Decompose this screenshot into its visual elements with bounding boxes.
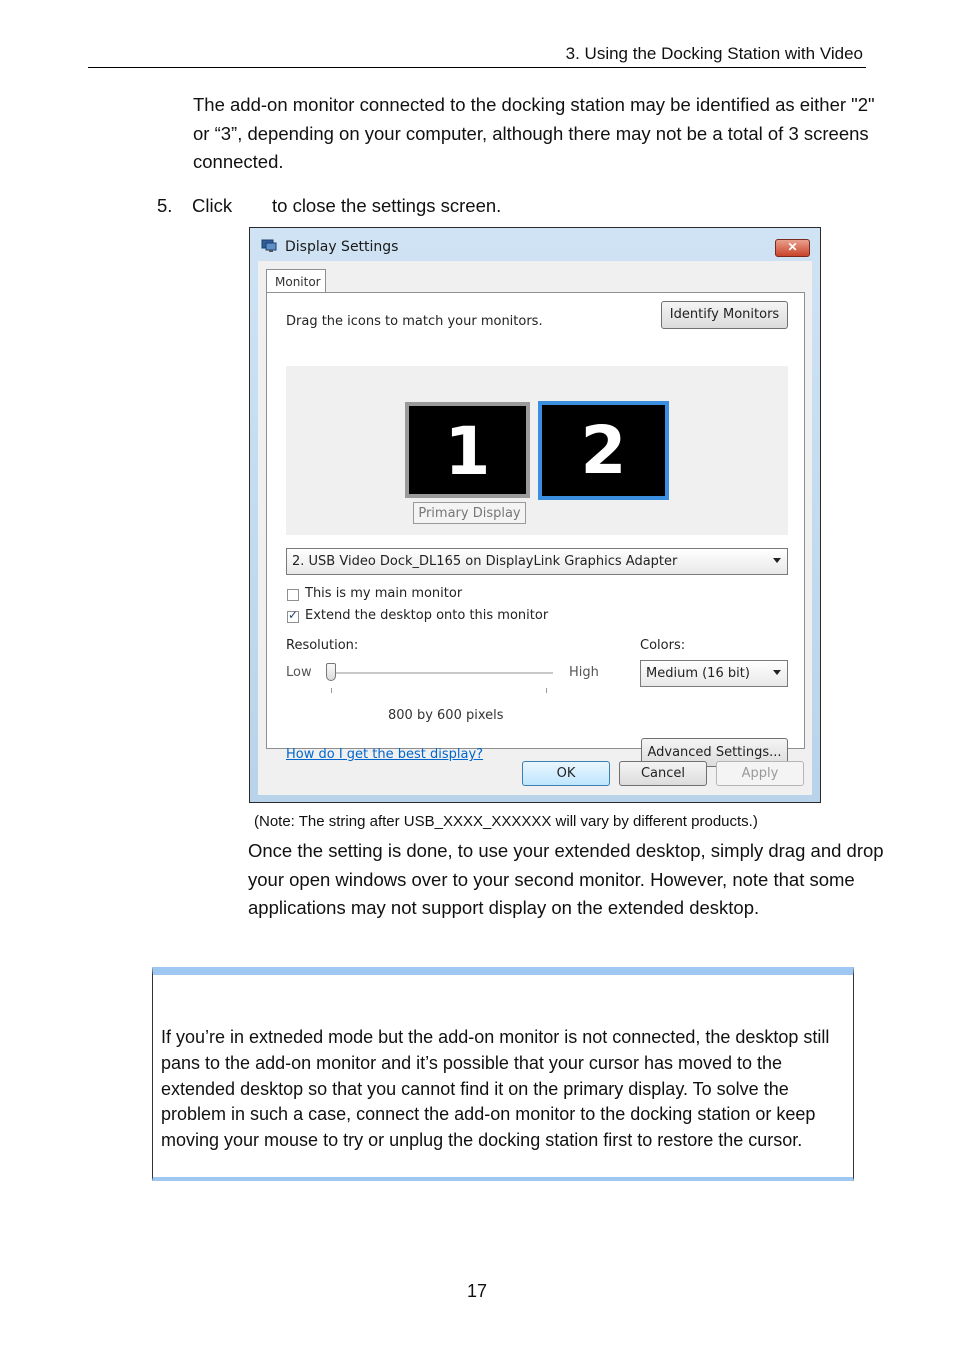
main-monitor-label: This is my main monitor: [305, 586, 463, 601]
main-monitor-checkbox[interactable]: [287, 589, 299, 601]
resolution-slider-thumb[interactable]: [326, 663, 336, 681]
identify-monitors-button[interactable]: Identify Monitors: [661, 301, 788, 329]
advanced-settings-button[interactable]: Advanced Settings...: [641, 738, 788, 767]
drag-instruction: Drag the icons to match your monitors.: [286, 314, 543, 329]
resolution-value: 800 by 600 pixels: [388, 708, 504, 723]
display-settings-dialog: [249, 227, 821, 803]
monitor-2[interactable]: 2: [538, 401, 669, 500]
dialog-title: Display Settings: [285, 239, 399, 255]
step-click-text: Click: [192, 195, 233, 216]
slider-tick: [331, 688, 332, 693]
note-text: (Note: The string after USB_XXXX_XXXXXX will vary by different products.): [254, 813, 758, 830]
dialog-titlebar: [250, 228, 820, 260]
tip-text: If you’re in extneded mode but the add-on monitor is not connected, the desktop still pans to the add-on monitor and it’s possible that your cursor has moved to the extended desktop so that you cannot find it on the primary display. To solve the problem in such a case, connect the add-on monitor to the docking station or keep moving your mouse to try or unplug the docking station first to restore the cursor.: [161, 1027, 830, 1151]
page-number: 17: [466, 1281, 488, 1301]
running-header: 3. Using the Docking Station with Video: [565, 44, 863, 63]
extend-desktop-label: Extend the desktop onto this monitor: [305, 608, 549, 623]
resolution-high-label: High: [569, 665, 599, 680]
step-rest-text: to close the settings screen.: [272, 195, 502, 216]
monitor-1[interactable]: 1: [405, 402, 530, 498]
extend-desktop-checkbox[interactable]: [287, 611, 299, 623]
resolution-label: Resolution:: [286, 638, 359, 653]
adapter-select-value: 2. USB Video Dock_DL165 on DisplayLink Graphics Adapter: [292, 554, 678, 569]
display-adapter-select[interactable]: [286, 548, 788, 575]
extended-desktop-paragraph: Once the setting is done, to use your extended desktop, simply drag and drop your open windows over to your second monitor. However, note that some applications may not support display on the extended desktop.: [248, 840, 884, 918]
colors-select-value: Medium (16 bit): [646, 666, 750, 681]
step-number: 5.: [157, 195, 173, 216]
display-icon: [261, 239, 277, 253]
dialog-client: [258, 261, 812, 795]
tab-monitor[interactable]: Monitor: [266, 269, 326, 293]
tip-box: [152, 967, 854, 1181]
monitor-panel: [266, 292, 805, 762]
ok-button[interactable]: OK: [522, 761, 610, 786]
slider-tick: [546, 688, 547, 693]
primary-display-label: Primary Display: [413, 502, 526, 524]
colors-select[interactable]: [640, 660, 788, 687]
cancel-button[interactable]: Cancel: [619, 761, 707, 786]
colors-label: Colors:: [640, 638, 686, 653]
header-rule: [88, 67, 866, 68]
intro-paragraph: The add-on monitor connected to the docking station may be identified as either "2" or “3”, depending on your computer, although there may not be a total of 3 screens connected.: [193, 94, 875, 172]
chevron-down-icon: [773, 558, 781, 563]
resolution-low-label: Low: [286, 665, 312, 680]
close-button[interactable]: ✕: [775, 239, 810, 257]
apply-button[interactable]: Apply: [716, 761, 804, 786]
chevron-down-icon: [773, 670, 781, 675]
resolution-slider-track: [331, 672, 553, 674]
best-display-help-link[interactable]: How do I get the best display?: [286, 747, 484, 762]
monitor-arrangement-area: [286, 366, 788, 535]
